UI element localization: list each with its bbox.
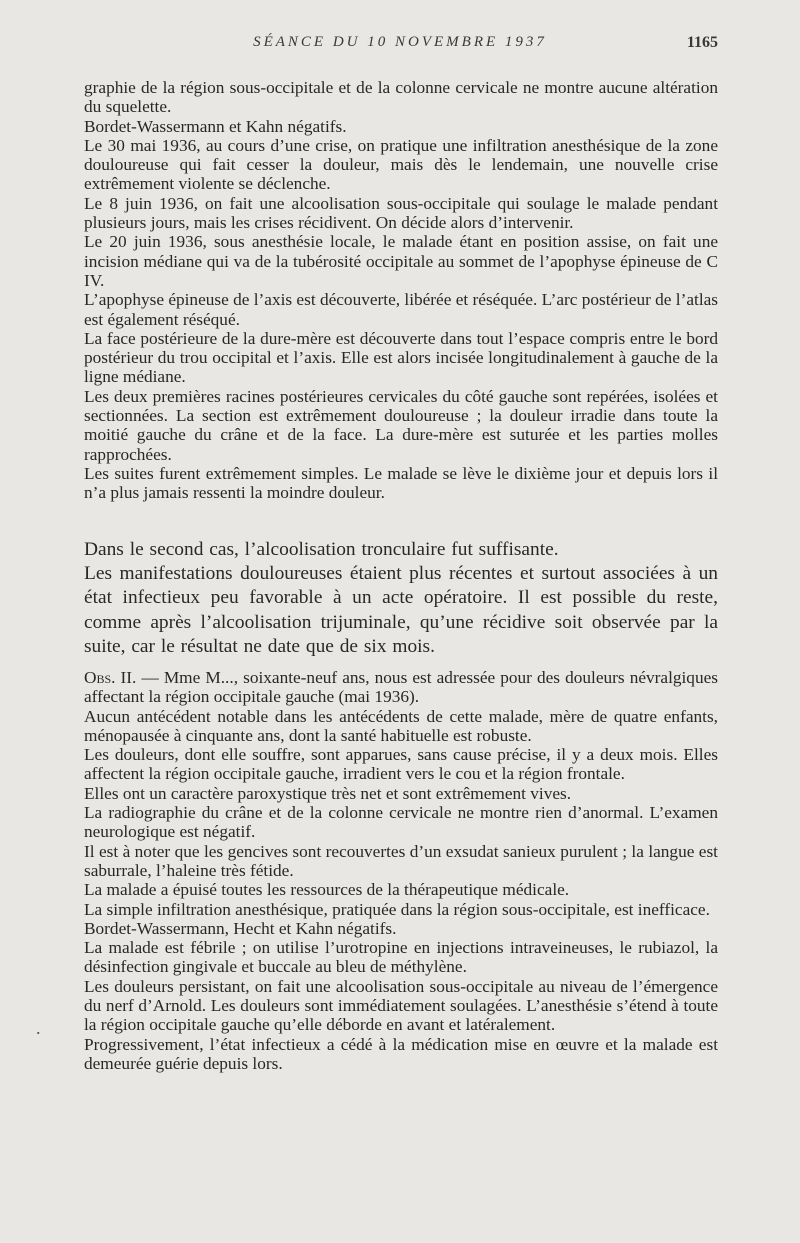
paragraph: Le 8 juin 1936, on fait une alcoolisation sous-occipitale qui soulage le malade pendant plusieurs jours, mais les crises récidivent. On décide alors d’intervenir. [84, 193, 718, 233]
paragraph: Aucun antécédent notable dans les antécédents de cette malade, mère de quatre enfants, ménopausée à cinquante ans, dont la santé habituelle est robuste. [84, 706, 718, 745]
paragraph: La malade a épuisé toutes les ressources de la thérapeutique médicale. [84, 880, 570, 900]
paragraph: La simple infiltration anesthésique, pratiquée dans la région sous-occipitale, est inefficace. [84, 899, 710, 919]
paragraph: Le 30 mai 1936, au cours d’une crise, on pratique une infiltration anesthésique de la zone douloureuse qui fait cesser la douleur, mais dès le lendemain, une nouvelle crise extrêmement violente se déclenche. [84, 135, 718, 194]
running-head: SÉANCE DU 10 NOVEMBRE 1937 [253, 34, 547, 50]
paragraph: Les deux premières racines postérieures cervicales du côté gauche sont repérées, isolées et sectionnées. La section est extrêmement douloureuse ; la douleur irradie dans toute la moitié gauche du crâne et de la face. La dure-mère est suturée et les parties molles rapprochées. [84, 386, 718, 464]
paragraph: Les suites furent extrêmement simples. Le malade se lève le dixième jour et depuis lors il n’a plus jamais ressenti la moindre douleur. [84, 463, 718, 503]
paragraph: Il est à noter que les gencives sont recouvertes d’un exsudat sanieux purulent ; la langue est saburrale, l’haleine très fétide. [84, 841, 718, 880]
commentary-block [84, 538, 718, 659]
paragraph: La radiographie du crâne et de la colonne cervicale ne montre rien d’anormal. L’examen neurologique est négatif. [84, 803, 718, 842]
paragraph: Le 20 juin 1936, sous anesthésie locale, le malade étant en position assise, on fait une incision médiane qui va de la tubérosité occipitale au sommet de l’apophyse épineuse de C IV. [84, 232, 718, 290]
case-one-continuation [84, 78, 718, 503]
page-header [0, 34, 800, 56]
paragraph: Elles ont un caractère paroxystique très net et sont extrêmement vives. [84, 783, 572, 803]
page-number: 1165 [686, 34, 718, 51]
paragraph: Progressivement, l’état infectieux a cédé à la médication mise en œuvre et la malade est demeurée guérie depuis lors. [84, 1034, 718, 1073]
paragraph: Bordet-Wassermann, Hecht et Kahn négatifs. [84, 918, 397, 938]
paragraph: Dans le second cas, l’alcoolisation tronculaire fut suffisante. [84, 539, 559, 560]
paragraph: La malade est fébrile ; on utilise l’urotropine en injections intraveineuses, le rubiazol, la désinfection gingivale et buccale au bleu de méthylène. [84, 938, 718, 977]
paragraph: Les manifestations douloureuses étaient plus récentes et surtout associées à un état infectieux peu favorable à un acte opératoire. Il est possible du reste, comme après l’alcoolisation trijuminale, qu’une récidive soit observée par la suite, car le résultat ne date que de six mois. [84, 563, 718, 657]
margin-mark: . [36, 1018, 41, 1038]
paragraph: L’apophyse épineuse de l’axis est découverte, libérée et réséquée. L’arc postérieur de l’atlas est également réséqué. [84, 290, 719, 329]
paragraph: Les douleurs persistant, on fait une alcoolisation sous-occipitale au niveau de l’émergence du nerf d’Arnold. Les douleurs sont immédiatement soulagées. L’anesthésie s’étend à toute la région occipitale gauche qu’elle déborde en avant et latéralement. [84, 976, 718, 1035]
paragraph: Bordet-Wassermann et Kahn négatifs. [84, 116, 347, 136]
observation-label: Obs. II. [84, 668, 137, 687]
observation-two [84, 668, 718, 1073]
paragraph: La face postérieure de la dure-mère est découverte dans tout l’espace compris entre le bord postérieur du trou occipital et l’axis. Elle est alors incisée longitudinalement à gauche de la ligne médiane. [84, 328, 718, 387]
observation-heading-paragraph [84, 668, 718, 707]
paragraph: graphie de la région sous-occipitale et de la colonne cervicale ne montre aucune altération du squelette. [84, 78, 718, 117]
observation-intro: — Mme M..., soixante-neuf ans, nous est adressée pour des douleurs névralgiques affectant la région occipitale gauche (mai 1936). [84, 668, 718, 707]
paragraph: Les douleurs, dont elle souffre, sont apparues, sans cause précise, il y a deux mois. Elles affectent la région occipitale gauche, irradient vers le cou et la région frontale. [84, 745, 718, 784]
